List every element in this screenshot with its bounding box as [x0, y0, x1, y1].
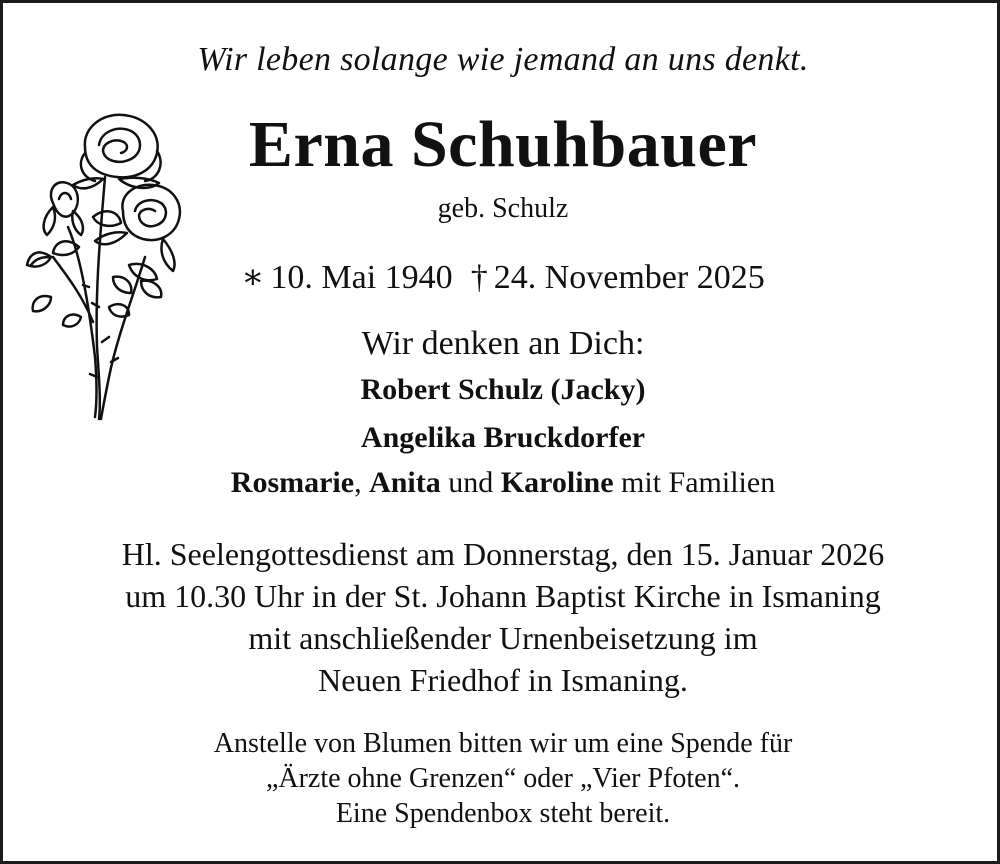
motto-quote: Wir leben solange wie jemand an uns denkt. — [197, 41, 809, 78]
donation-line: „Ärzte ohne Grenzen“ oder „Vier Pfoten“. — [265, 763, 741, 794]
service-line: um 10.30 Uhr in der St. Johann Baptist Kirche in Ismaning — [125, 578, 881, 614]
donation-line: Anstelle von Blumen bitten wir um eine Spende für — [213, 728, 793, 759]
mourner-name: Robert Schulz (Jacky) — [360, 373, 646, 406]
death-cross-icon: † — [470, 259, 488, 296]
death-date: 24. November 2025 — [493, 259, 765, 296]
birth-date: 10. Mai 1940 — [270, 259, 453, 296]
service-line: Hl. Seelengottesdienst am Donnerstag, den 15. Januar 2026 — [121, 536, 885, 572]
family-member-name: Anita — [369, 466, 441, 499]
deceased-name: Erna Schuhbauer — [248, 108, 758, 181]
family-line — [3, 466, 1000, 500]
donation-line: Eine Spendenbox steht bereit. — [335, 798, 671, 829]
life-dates — [3, 257, 1000, 297]
family-suffix: mit Familien — [613, 466, 776, 499]
service-line: Neuen Friedhof in Ismaning. — [318, 662, 688, 698]
birth-name: geb. Schulz — [437, 193, 569, 224]
family-separator: und — [440, 466, 501, 499]
service-line: mit anschließender Urnenbeisetzung im — [248, 620, 758, 656]
remember-line: Wir denken an Dich: — [361, 325, 645, 362]
mourner-name: Angelika Bruckdorfer — [360, 421, 646, 454]
birth-star-icon: ∗ — [241, 259, 265, 296]
family-separator: , — [354, 466, 370, 499]
family-member-name: Karoline — [500, 466, 614, 499]
family-member-name: Rosmarie — [230, 466, 355, 499]
